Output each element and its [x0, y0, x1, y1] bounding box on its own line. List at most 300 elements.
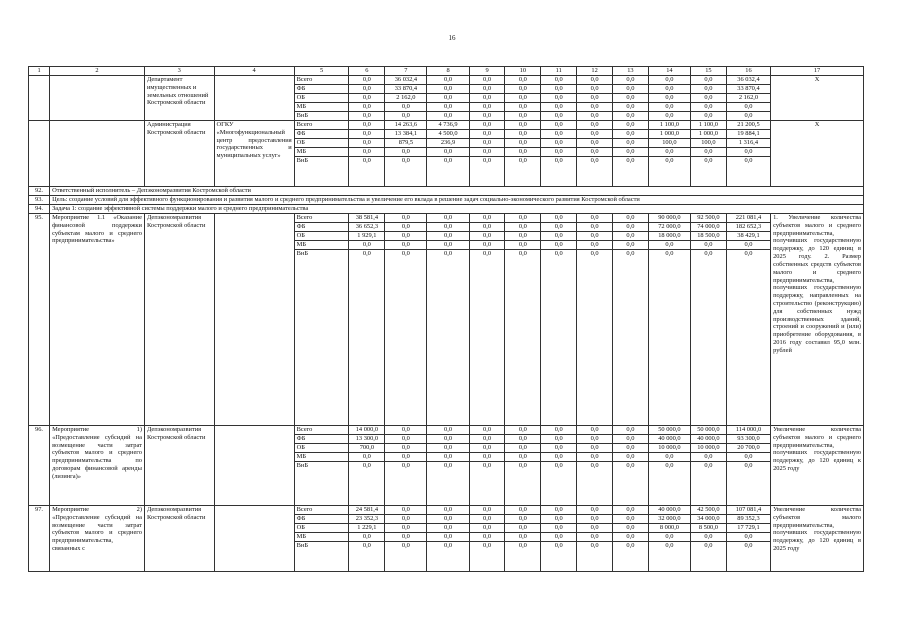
amount-cell: 0,0: [469, 462, 505, 506]
funding-source: ФБ: [294, 130, 349, 139]
amount-cell: 0,0: [577, 533, 613, 542]
amount-cell: 0,0: [541, 506, 577, 515]
amount-cell: 14 000,0: [349, 426, 385, 435]
funding-source: Всего: [294, 121, 349, 130]
event-name: [50, 76, 145, 121]
amount-cell: 0,0: [691, 453, 727, 462]
amount-cell: 0,0: [505, 139, 541, 148]
column-header: 13: [613, 67, 649, 76]
amount-cell: 0,0: [505, 112, 541, 121]
column-header: 9: [469, 67, 505, 76]
amount-cell: 0,0: [541, 241, 577, 250]
amount-cell: 0,0: [691, 157, 727, 187]
amount-cell: 0,0: [349, 250, 385, 426]
column-header: 7: [385, 67, 427, 76]
amount-cell: 0,0: [469, 232, 505, 241]
amount-cell: 0,0: [691, 112, 727, 121]
amount-cell: 236,9: [427, 139, 469, 148]
amount-cell: 114 000,0: [726, 426, 770, 435]
column-header: 3: [144, 67, 214, 76]
funding-source: ФБ: [294, 435, 349, 444]
amount-cell: 0,0: [469, 223, 505, 232]
amount-cell: 72 000,0: [648, 223, 690, 232]
amount-cell: 40 000,0: [691, 435, 727, 444]
amount-cell: 42 500,0: [691, 506, 727, 515]
amount-cell: 0,0: [613, 444, 649, 453]
amount-cell: 0,0: [505, 148, 541, 157]
amount-cell: 0,0: [691, 85, 727, 94]
amount-cell: 0,0: [505, 241, 541, 250]
amount-cell: 0,0: [541, 232, 577, 241]
amount-cell: 0,0: [505, 85, 541, 94]
amount-cell: 0,0: [385, 148, 427, 157]
amount-cell: 4 500,0: [427, 130, 469, 139]
amount-cell: 0,0: [541, 214, 577, 223]
amount-cell: 0,0: [349, 462, 385, 506]
column-header: 4: [214, 67, 294, 76]
column-header: 16: [726, 67, 770, 76]
funding-source: Всего: [294, 426, 349, 435]
amount-cell: 74 000,0: [691, 223, 727, 232]
amount-cell: 1 000,0: [691, 130, 727, 139]
column-header: 12: [577, 67, 613, 76]
amount-cell: 0,0: [541, 94, 577, 103]
amount-cell: 0,0: [385, 524, 427, 533]
amount-cell: 0,0: [613, 506, 649, 515]
expected-result: 1. Увеличение количества субъектов малого и среднего предпринимательства, получивших государственную поддержку, до 120 единиц в 2025 году. 2. Размер собственных средств субъектов малого и среднего предпринимательства, получивших государственную поддержку, направленных на строительство (реконструкцию) для собственных нужд производственных зданий, строений и сооружений и (или) приобретение оборудования, в 2016 году составил 95,0 млн. рублей: [771, 214, 864, 426]
amount-cell: 0,0: [613, 139, 649, 148]
row-number: 95.: [29, 214, 50, 426]
executor: Депэкономразвития Костромской области: [144, 214, 214, 426]
column-header: 15: [691, 67, 727, 76]
amount-cell: 18 500,0: [691, 232, 727, 241]
amount-cell: 0,0: [648, 533, 690, 542]
amount-cell: 0,0: [505, 462, 541, 506]
amount-cell: 0,0: [648, 103, 690, 112]
amount-cell: 0,0: [469, 121, 505, 130]
amount-cell: 0,0: [349, 121, 385, 130]
column-header: 14: [648, 67, 690, 76]
amount-cell: 0,0: [577, 139, 613, 148]
amount-cell: 0,0: [541, 462, 577, 506]
funding-source: ОБ: [294, 524, 349, 533]
amount-cell: 1 000,0: [648, 130, 690, 139]
amount-cell: 0,0: [427, 223, 469, 232]
table-row: [29, 426, 864, 435]
amount-cell: 0,0: [427, 241, 469, 250]
amount-cell: 38 429,1: [726, 232, 770, 241]
row-number: 94.: [29, 205, 50, 214]
amount-cell: 21 200,5: [726, 121, 770, 130]
amount-cell: 0,0: [613, 214, 649, 223]
amount-cell: 0,0: [385, 453, 427, 462]
amount-cell: 8 000,0: [648, 524, 690, 533]
amount-cell: 0,0: [505, 506, 541, 515]
amount-cell: 0,0: [648, 112, 690, 121]
section-text: Цель: создание условий для эффективного функционирования и развития малого и среднего предпринимательства и увеличение его вклада в решение задач социально-экономического развития Костромской области: [50, 196, 864, 205]
row-number: 96.: [29, 426, 50, 506]
amount-cell: 33 870,4: [726, 85, 770, 94]
amount-cell: 36 032,4: [385, 76, 427, 85]
amount-cell: 0,0: [427, 232, 469, 241]
executor: Депэкономразвития Костромской области: [144, 506, 214, 572]
amount-cell: 0,0: [613, 85, 649, 94]
amount-cell: 0,0: [648, 157, 690, 187]
amount-cell: 0,0: [349, 94, 385, 103]
amount-cell: 0,0: [427, 435, 469, 444]
amount-cell: 1 229,1: [349, 524, 385, 533]
row-number: [29, 121, 50, 187]
amount-cell: 0,0: [385, 223, 427, 232]
amount-cell: 0,0: [577, 250, 613, 426]
event-name: [50, 121, 145, 187]
amount-cell: 0,0: [613, 76, 649, 85]
amount-cell: 0,0: [469, 139, 505, 148]
amount-cell: 0,0: [691, 148, 727, 157]
amount-cell: 36 652,3: [349, 223, 385, 232]
amount-cell: 17 729,1: [726, 524, 770, 533]
participant: [214, 506, 294, 572]
event-name: Мероприятие 2) «Предоставление субсидий на возмещение части затрат субъектов малого и среднего предпринимательства, связанных с: [50, 506, 145, 572]
amount-cell: 0,0: [613, 94, 649, 103]
funding-source: МБ: [294, 148, 349, 157]
amount-cell: 0,0: [577, 524, 613, 533]
amount-cell: 0,0: [505, 524, 541, 533]
column-header: 2: [50, 67, 145, 76]
amount-cell: 0,0: [385, 232, 427, 241]
amount-cell: 0,0: [577, 426, 613, 435]
amount-cell: 0,0: [613, 524, 649, 533]
amount-cell: 107 081,4: [726, 506, 770, 515]
amount-cell: 0,0: [427, 462, 469, 506]
amount-cell: 0,0: [349, 139, 385, 148]
funding-source: ФБ: [294, 515, 349, 524]
amount-cell: 1 316,4: [726, 139, 770, 148]
amount-cell: 0,0: [577, 462, 613, 506]
amount-cell: 0,0: [541, 542, 577, 572]
amount-cell: 0,0: [427, 506, 469, 515]
table-row: [29, 214, 864, 223]
amount-cell: 0,0: [726, 103, 770, 112]
amount-cell: 0,0: [613, 453, 649, 462]
amount-cell: 0,0: [691, 76, 727, 85]
amount-cell: 0,0: [648, 453, 690, 462]
section-row: [29, 196, 864, 205]
amount-cell: 0,0: [541, 112, 577, 121]
amount-cell: 0,0: [385, 214, 427, 223]
amount-cell: 182 652,3: [726, 223, 770, 232]
amount-cell: 0,0: [726, 250, 770, 426]
amount-cell: 0,0: [613, 157, 649, 187]
amount-cell: 10 000,0: [691, 444, 727, 453]
column-header: 10: [505, 67, 541, 76]
amount-cell: 0,0: [577, 444, 613, 453]
amount-cell: 0,0: [385, 533, 427, 542]
amount-cell: 0,0: [541, 435, 577, 444]
amount-cell: 0,0: [577, 148, 613, 157]
participant: [214, 76, 294, 121]
amount-cell: 0,0: [691, 542, 727, 572]
amount-cell: 40 000,0: [648, 506, 690, 515]
amount-cell: 0,0: [427, 157, 469, 187]
amount-cell: 0,0: [691, 462, 727, 506]
amount-cell: 0,0: [613, 435, 649, 444]
amount-cell: 24 581,4: [349, 506, 385, 515]
amount-cell: 0,0: [691, 94, 727, 103]
amount-cell: 0,0: [691, 533, 727, 542]
amount-cell: 0,0: [469, 453, 505, 462]
amount-cell: 0,0: [505, 223, 541, 232]
funding-source: МБ: [294, 241, 349, 250]
amount-cell: 89 352,3: [726, 515, 770, 524]
amount-cell: 0,0: [541, 139, 577, 148]
amount-cell: 0,0: [648, 542, 690, 572]
amount-cell: 0,0: [385, 542, 427, 572]
amount-cell: 0,0: [385, 426, 427, 435]
amount-cell: 0,0: [505, 76, 541, 85]
column-header: 17: [771, 67, 864, 76]
amount-cell: 0,0: [469, 533, 505, 542]
column-header: 8: [427, 67, 469, 76]
amount-cell: 0,0: [541, 533, 577, 542]
amount-cell: 33 870,4: [385, 85, 427, 94]
funding-source: ВнБ: [294, 542, 349, 572]
row-number: 97.: [29, 506, 50, 572]
table-row: [29, 76, 864, 85]
amount-cell: 0,0: [577, 515, 613, 524]
amount-cell: 0,0: [469, 85, 505, 94]
amount-cell: 0,0: [541, 121, 577, 130]
amount-cell: 0,0: [577, 130, 613, 139]
amount-cell: 34 000,0: [691, 515, 727, 524]
amount-cell: 0,0: [427, 444, 469, 453]
amount-cell: 0,0: [427, 103, 469, 112]
amount-cell: 50 000,0: [648, 426, 690, 435]
budget-table: [28, 66, 864, 572]
funding-source: ОБ: [294, 139, 349, 148]
amount-cell: 90 000,0: [648, 214, 690, 223]
amount-cell: 0,0: [577, 542, 613, 572]
funding-source: МБ: [294, 103, 349, 112]
amount-cell: 0,0: [427, 214, 469, 223]
amount-cell: 8 500,0: [691, 524, 727, 533]
amount-cell: 0,0: [648, 85, 690, 94]
column-header: 5: [294, 67, 349, 76]
amount-cell: 38 581,4: [349, 214, 385, 223]
funding-source: ОБ: [294, 444, 349, 453]
amount-cell: 0,0: [349, 453, 385, 462]
column-header: 1: [29, 67, 50, 76]
amount-cell: 0,0: [613, 112, 649, 121]
amount-cell: 0,0: [577, 76, 613, 85]
row-number: 92.: [29, 187, 50, 196]
amount-cell: 0,0: [469, 103, 505, 112]
amount-cell: 0,0: [577, 121, 613, 130]
amount-cell: 0,0: [577, 435, 613, 444]
amount-cell: 0,0: [613, 533, 649, 542]
amount-cell: 0,0: [648, 462, 690, 506]
amount-cell: 10 000,0: [648, 444, 690, 453]
funding-source: МБ: [294, 533, 349, 542]
amount-cell: 0,0: [691, 250, 727, 426]
amount-cell: 0,0: [469, 241, 505, 250]
amount-cell: 0,0: [385, 103, 427, 112]
amount-cell: 0,0: [613, 103, 649, 112]
executor: Администрация Костромской области: [144, 121, 214, 187]
amount-cell: 0,0: [505, 435, 541, 444]
amount-cell: 14 263,6: [385, 121, 427, 130]
amount-cell: 0,0: [577, 453, 613, 462]
amount-cell: 0,0: [577, 157, 613, 187]
amount-cell: 0,0: [385, 506, 427, 515]
amount-cell: 0,0: [648, 148, 690, 157]
amount-cell: 0,0: [541, 444, 577, 453]
row-number: 93.: [29, 196, 50, 205]
amount-cell: 0,0: [469, 214, 505, 223]
amount-cell: 0,0: [469, 444, 505, 453]
amount-cell: 0,0: [613, 223, 649, 232]
amount-cell: 1 929,1: [349, 232, 385, 241]
amount-cell: 100,0: [691, 139, 727, 148]
amount-cell: 0,0: [505, 157, 541, 187]
amount-cell: 93 300,0: [726, 435, 770, 444]
amount-cell: 0,0: [427, 542, 469, 572]
amount-cell: 0,0: [505, 103, 541, 112]
amount-cell: 0,0: [613, 515, 649, 524]
participant: [214, 214, 294, 426]
amount-cell: 0,0: [691, 241, 727, 250]
amount-cell: 50 000,0: [691, 426, 727, 435]
amount-cell: 0,0: [427, 148, 469, 157]
amount-cell: 700,0: [349, 444, 385, 453]
expected-result: X: [771, 76, 864, 121]
amount-cell: 0,0: [726, 453, 770, 462]
page-number: 16: [448, 34, 456, 42]
funding-source: Всего: [294, 214, 349, 223]
amount-cell: 0,0: [427, 250, 469, 426]
amount-cell: 1 100,0: [691, 121, 727, 130]
section-row: [29, 187, 864, 196]
amount-cell: 0,0: [613, 148, 649, 157]
amount-cell: 0,0: [505, 542, 541, 572]
amount-cell: 0,0: [427, 453, 469, 462]
row-number: [29, 76, 50, 121]
amount-cell: 0,0: [349, 76, 385, 85]
amount-cell: 0,0: [427, 524, 469, 533]
amount-cell: 0,0: [505, 444, 541, 453]
amount-cell: 0,0: [505, 426, 541, 435]
amount-cell: 0,0: [385, 112, 427, 121]
amount-cell: 13 300,0: [349, 435, 385, 444]
amount-cell: 0,0: [577, 506, 613, 515]
amount-cell: 0,0: [505, 214, 541, 223]
amount-cell: 0,0: [427, 515, 469, 524]
amount-cell: 0,0: [691, 103, 727, 112]
amount-cell: 0,0: [505, 515, 541, 524]
section-text: Ответственный исполнитель – Депэкономразвития Костромской области: [50, 187, 864, 196]
amount-cell: 0,0: [469, 157, 505, 187]
amount-cell: 0,0: [541, 453, 577, 462]
amount-cell: 0,0: [469, 542, 505, 572]
amount-cell: 0,0: [349, 542, 385, 572]
amount-cell: 0,0: [385, 462, 427, 506]
amount-cell: 0,0: [541, 157, 577, 187]
amount-cell: 100,0: [648, 139, 690, 148]
executor: Депэкономразвития Костромской области: [144, 426, 214, 506]
column-header: 11: [541, 67, 577, 76]
amount-cell: 0,0: [726, 112, 770, 121]
amount-cell: 20 700,0: [726, 444, 770, 453]
amount-cell: 879,5: [385, 139, 427, 148]
amount-cell: 0,0: [577, 94, 613, 103]
amount-cell: 0,0: [469, 94, 505, 103]
amount-cell: 0,0: [349, 130, 385, 139]
amount-cell: 0,0: [469, 524, 505, 533]
amount-cell: 36 032,4: [726, 76, 770, 85]
event-name: Мероприятие 1) «Предоставление субсидий на возмещение части затрат субъектов малого и среднего предпринимательства по договорам финансовой аренды (лизинга)»: [50, 426, 145, 506]
funding-source: МБ: [294, 453, 349, 462]
table-row: [29, 506, 864, 515]
amount-cell: 0,0: [349, 533, 385, 542]
funding-source: ВнБ: [294, 462, 349, 506]
amount-cell: 0,0: [648, 241, 690, 250]
amount-cell: 0,0: [505, 250, 541, 426]
amount-cell: 13 384,1: [385, 130, 427, 139]
amount-cell: 0,0: [427, 76, 469, 85]
amount-cell: 0,0: [577, 103, 613, 112]
amount-cell: 0,0: [577, 214, 613, 223]
amount-cell: 0,0: [577, 223, 613, 232]
funding-source: ФБ: [294, 223, 349, 232]
amount-cell: 0,0: [648, 94, 690, 103]
table-row: [29, 121, 864, 130]
amount-cell: 0,0: [469, 250, 505, 426]
amount-cell: 0,0: [541, 103, 577, 112]
amount-cell: 0,0: [613, 462, 649, 506]
amount-cell: 0,0: [505, 533, 541, 542]
amount-cell: 0,0: [541, 148, 577, 157]
event-name: Мероприятие 1.1 «Оказание финансовой поддержки субъектам малого и среднего предпринимательства»: [50, 214, 145, 426]
amount-cell: 0,0: [469, 435, 505, 444]
header-row: [29, 67, 864, 76]
amount-cell: 0,0: [726, 148, 770, 157]
section-row: [29, 205, 864, 214]
amount-cell: 40 000,0: [648, 435, 690, 444]
amount-cell: 0,0: [726, 157, 770, 187]
amount-cell: 0,0: [385, 241, 427, 250]
amount-cell: 0,0: [648, 250, 690, 426]
funding-source: ВнБ: [294, 112, 349, 121]
amount-cell: 0,0: [427, 533, 469, 542]
executor: Департамент имущественных и земельных отношений Костромской области: [144, 76, 214, 121]
funding-source: ОБ: [294, 94, 349, 103]
amount-cell: 0,0: [726, 462, 770, 506]
amount-cell: 0,0: [349, 157, 385, 187]
participant: ОГКУ «Многофункциональный центр предоставления государственных и муниципальных услуг»: [214, 121, 294, 187]
amount-cell: 0,0: [385, 157, 427, 187]
amount-cell: 0,0: [726, 542, 770, 572]
amount-cell: 0,0: [613, 426, 649, 435]
amount-cell: 0,0: [385, 435, 427, 444]
amount-cell: 0,0: [505, 121, 541, 130]
funding-source: ВнБ: [294, 250, 349, 426]
amount-cell: 0,0: [349, 241, 385, 250]
amount-cell: 0,0: [541, 130, 577, 139]
amount-cell: 0,0: [469, 76, 505, 85]
amount-cell: 19 884,1: [726, 130, 770, 139]
amount-cell: 2 162,0: [385, 94, 427, 103]
amount-cell: 0,0: [613, 130, 649, 139]
